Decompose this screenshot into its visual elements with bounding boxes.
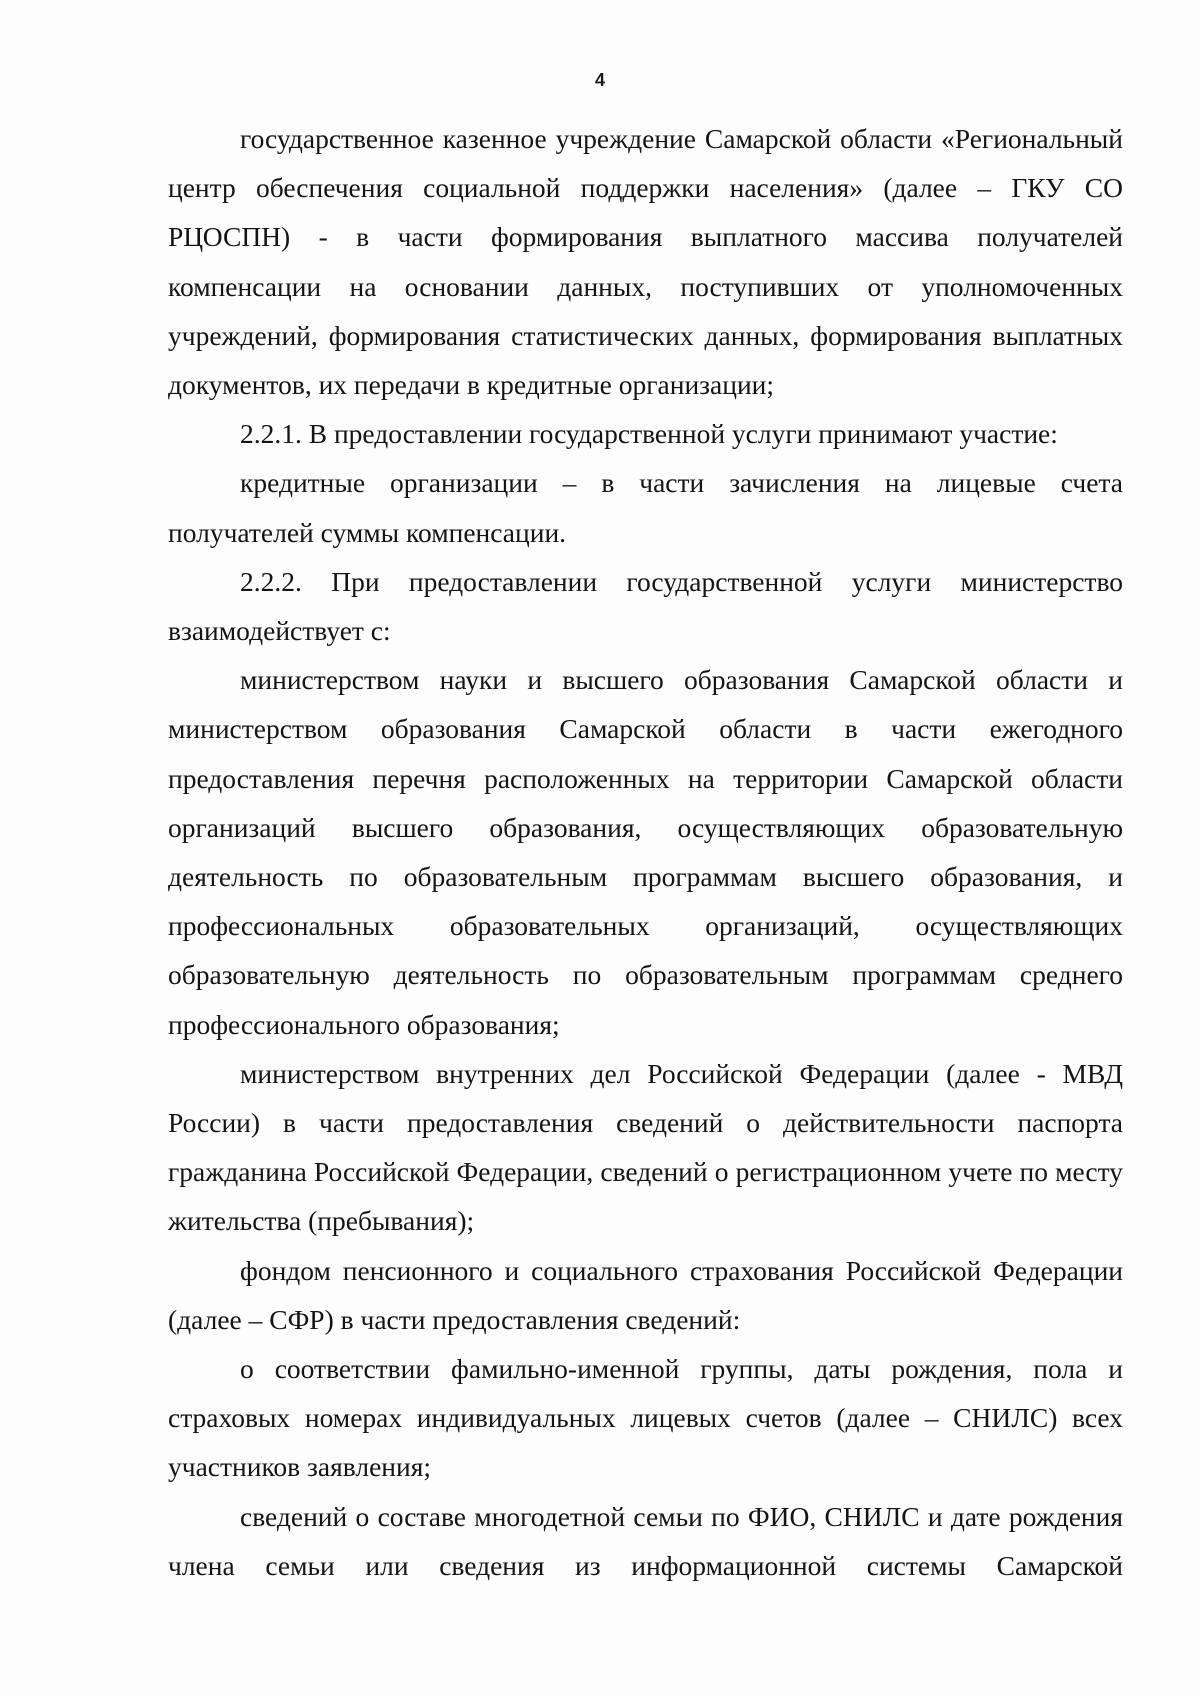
document-body [168,114,1123,1590]
paragraph-ministry-of-science: министерством науки и высшего образования Самарской области и министерством образования Самарской области в части ежегодного предоставления перечня расположенных на территории Самарской области организаций высшего образования, осуществляющих образовательную деятельность по образовательным программам высшего образования, и профессиональных образовательных организаций, осуществляющих образовательную деятельность по образовательным программам среднего профессионального образования; [168,664,1123,1040]
paragraph-2-2-1: 2.2.1. В предоставлении государственной услуги принимают участие: [240,418,1058,450]
paragraph-2-2-2: 2.2.2. При предоставлении государственной услуги министерство взаимодействует с: [168,565,1123,647]
paragraph-gku-so-rtsospn: государственное казенное учреждение Самарской области «Региональный центр обеспечения социальной поддержки населения» (далее – ГКУ СО РЦОСПН) - в части формирования выплатного массива получателей компенсации на основании данных, поступивших от уполномоченных учреждений, формирования статистических данных, формирования выплатных документов, их передачи в кредитные организации; [168,123,1123,401]
paragraph-large-family-composition: сведений о составе многодетной семьи по ФИО, СНИЛС и дате рождения члена семьи или сведения из информационной системы Самарской [168,1500,1123,1581]
paragraph-sfr: фондом пенсионного и социального страхования Российской Федерации (далее – СФР) в части предоставления сведений: [168,1254,1123,1335]
page-number: 4 [594,70,605,90]
paragraph-snils-compliance: о соответствии фамильно-именной группы, даты рождения, пола и страховых номерах индивидуальных лицевых счетов (далее – СНИЛС) всех участников заявления; [168,1353,1123,1483]
paragraph-credit-organizations: кредитные организации – в части зачисления на лицевые счета получателей суммы компенсации. [168,467,1123,548]
paragraph-mvd-russia: министерством внутренних дел Российской Федерации (далее - МВД России) в части предоставления сведений о действительности паспорта гражданина Российской Федерации, сведений о регистрационном учете по месту жительства (пребывания); [168,1057,1123,1237]
